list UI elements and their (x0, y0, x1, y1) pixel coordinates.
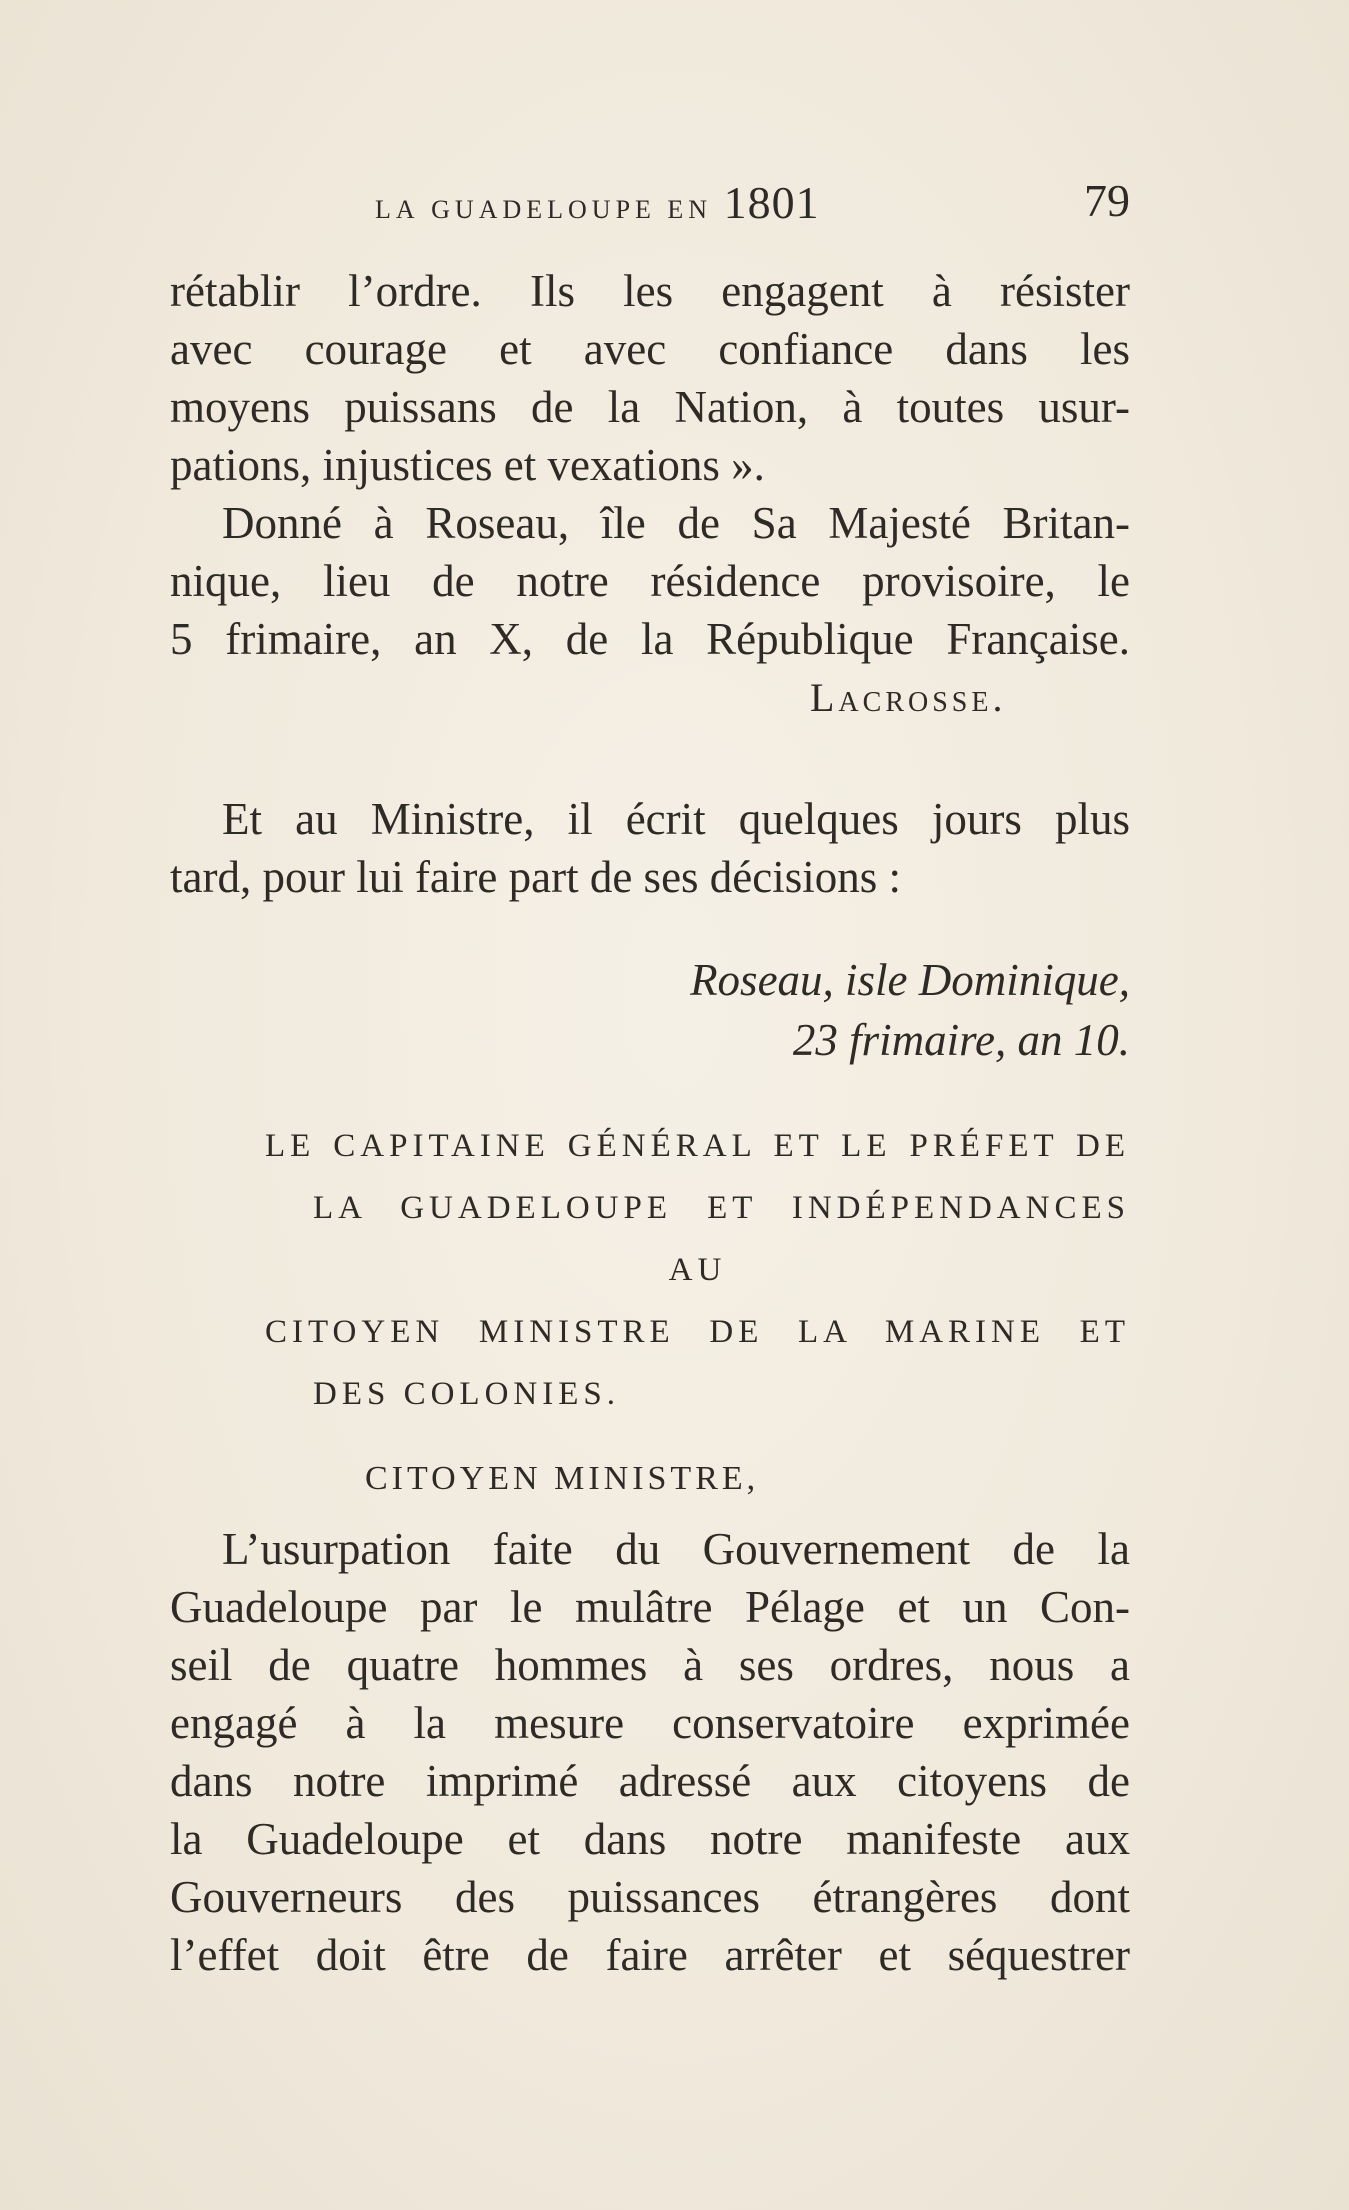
running-title (375, 176, 820, 229)
text-line: pations, injustices et vexations ». (170, 440, 765, 490)
running-title-year: 1801 (723, 177, 820, 228)
text-line: moyens puissans de la Nation, à toutes usur- (170, 382, 1130, 432)
text-line: Donné à Roseau, île de Sa Majesté Britan- (222, 498, 1130, 548)
page-header (170, 168, 1130, 238)
text-line: la Guadeloupe et dans notre manifeste aux (170, 1814, 1130, 1864)
text-line: engagé à la mesure conservatoire exprimée (170, 1698, 1130, 1748)
address-connector: AU (668, 1252, 727, 1288)
letter-body (170, 1520, 1130, 1984)
address-from-line-2: LA GUADELOUPE ET INDÉPENDANCES (313, 1190, 1130, 1226)
text-line: rétablir l’ordre. Ils les engagent à résister (170, 266, 1130, 316)
letter-date: 23 frimaire, an 10. (792, 1015, 1130, 1065)
address-from-line-1: LE CAPITAINE GÉNÉRAL ET LE PRÉFET DE (265, 1128, 1130, 1164)
letter-place-date (690, 950, 1130, 1070)
letter-address (265, 1115, 1130, 1425)
text-line: Guadeloupe par le mulâtre Pélage et un Con- (170, 1582, 1130, 1632)
letter-place: Roseau, isle Dominique, (690, 955, 1130, 1005)
text-line: l’effet doit être de faire arrêter et séquestrer (170, 1930, 1130, 1980)
text-line: dans notre imprimé adressé aux citoyens de (170, 1756, 1130, 1806)
letter-salutation: CITOYEN MINISTRE, (365, 1460, 760, 1497)
text-line: seil de quatre hommes à ses ordres, nous a (170, 1640, 1130, 1690)
text-line: 5 frimaire, an X, de la République Française. (170, 614, 1130, 664)
text-line: Gouverneurs des puissances étrangères dont (170, 1872, 1130, 1922)
address-to-line-1: CITOYEN MINISTRE DE LA MARINE ET (265, 1314, 1130, 1350)
address-to-line-2: DES COLONIES. (313, 1376, 621, 1412)
text-line: tard, pour lui faire part de ses décisions : (170, 852, 902, 902)
text-line: Et au Ministre, il écrit quelques jours plus (222, 794, 1130, 844)
text-line: avec courage et avec confiance dans les (170, 324, 1130, 374)
paragraph-2 (170, 494, 1130, 668)
text-line: nique, lieu de notre résidence provisoire, le (170, 556, 1130, 606)
running-title-text: la guadeloupe en (375, 186, 713, 227)
page-number: 79 (1084, 175, 1130, 226)
text-line: L’usurpation faite du Gouvernement de la (222, 1524, 1130, 1574)
signature: Lacrosse. (810, 675, 1007, 720)
paragraph-1 (170, 262, 1130, 494)
paragraph-3 (170, 790, 1130, 906)
